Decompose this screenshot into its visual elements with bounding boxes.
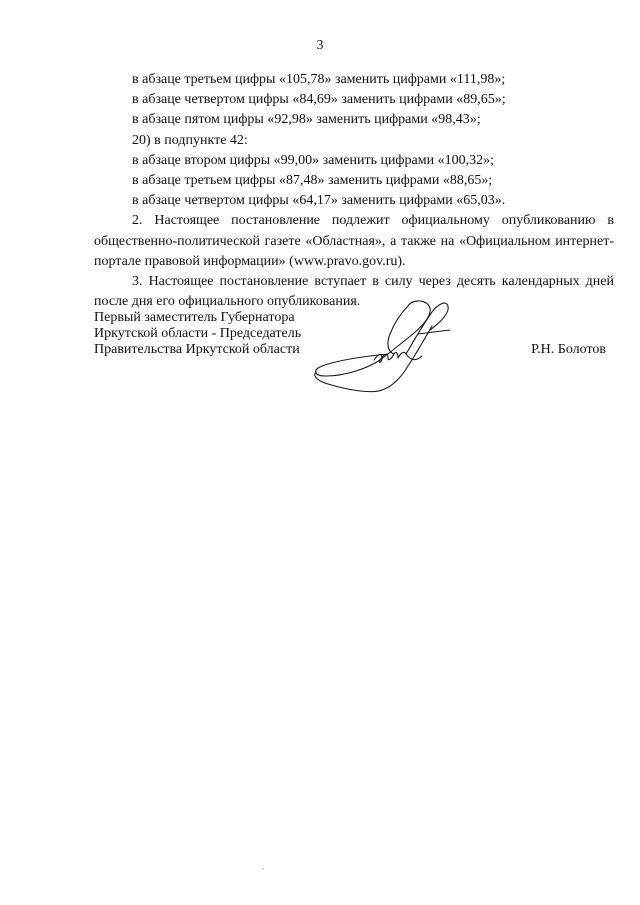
signatory-title-line: Первый заместитель Губернатора bbox=[94, 310, 295, 325]
scan-artifact bbox=[262, 868, 264, 870]
page-number: 3 bbox=[316, 38, 324, 53]
subpoint-heading: 20) в подпункте 42: bbox=[132, 132, 248, 148]
effective-date-paragraph: 3. Настоящее постановление вступает в силу через десять календарных дней после дня его официального опубликования. bbox=[94, 274, 614, 310]
signatory-title-line: Иркутской области - Председатель bbox=[94, 326, 302, 341]
publication-paragraph: 2. Настоящее постановление подлежит официальному опубликованию в общественно-политической газете «Областная», а также на «Официальном интернет-портале правовой информации» (www.pravo.gov.ru). bbox=[94, 213, 614, 269]
signatory-title-line: Правительства Иркутской области bbox=[94, 342, 300, 357]
amendment-line: в абзаце четвертом цифры «84,69» заменить цифрами «89,65»; bbox=[132, 92, 506, 108]
amendment-line: в абзаце четвертом цифры «64,17» заменить цифрами «65,03». bbox=[132, 193, 506, 209]
handwritten-signature bbox=[308, 296, 478, 396]
document-body bbox=[94, 70, 614, 312]
amendment-line: в абзаце третьем цифры «105,78» заменить цифрами «111,98»; bbox=[132, 72, 506, 87]
amendment-line: в абзаце третьем цифры «87,48» заменить цифрами «88,65»; bbox=[132, 173, 493, 189]
amendment-line: в абзаце втором цифры «99,00» заменить цифрами «100,32»; bbox=[132, 152, 494, 168]
signatory-name: Р.Н. Болотов bbox=[531, 342, 606, 357]
amendment-line: в абзаце пятом цифры «92,98» заменить цифрами «98,43»; bbox=[132, 112, 481, 128]
